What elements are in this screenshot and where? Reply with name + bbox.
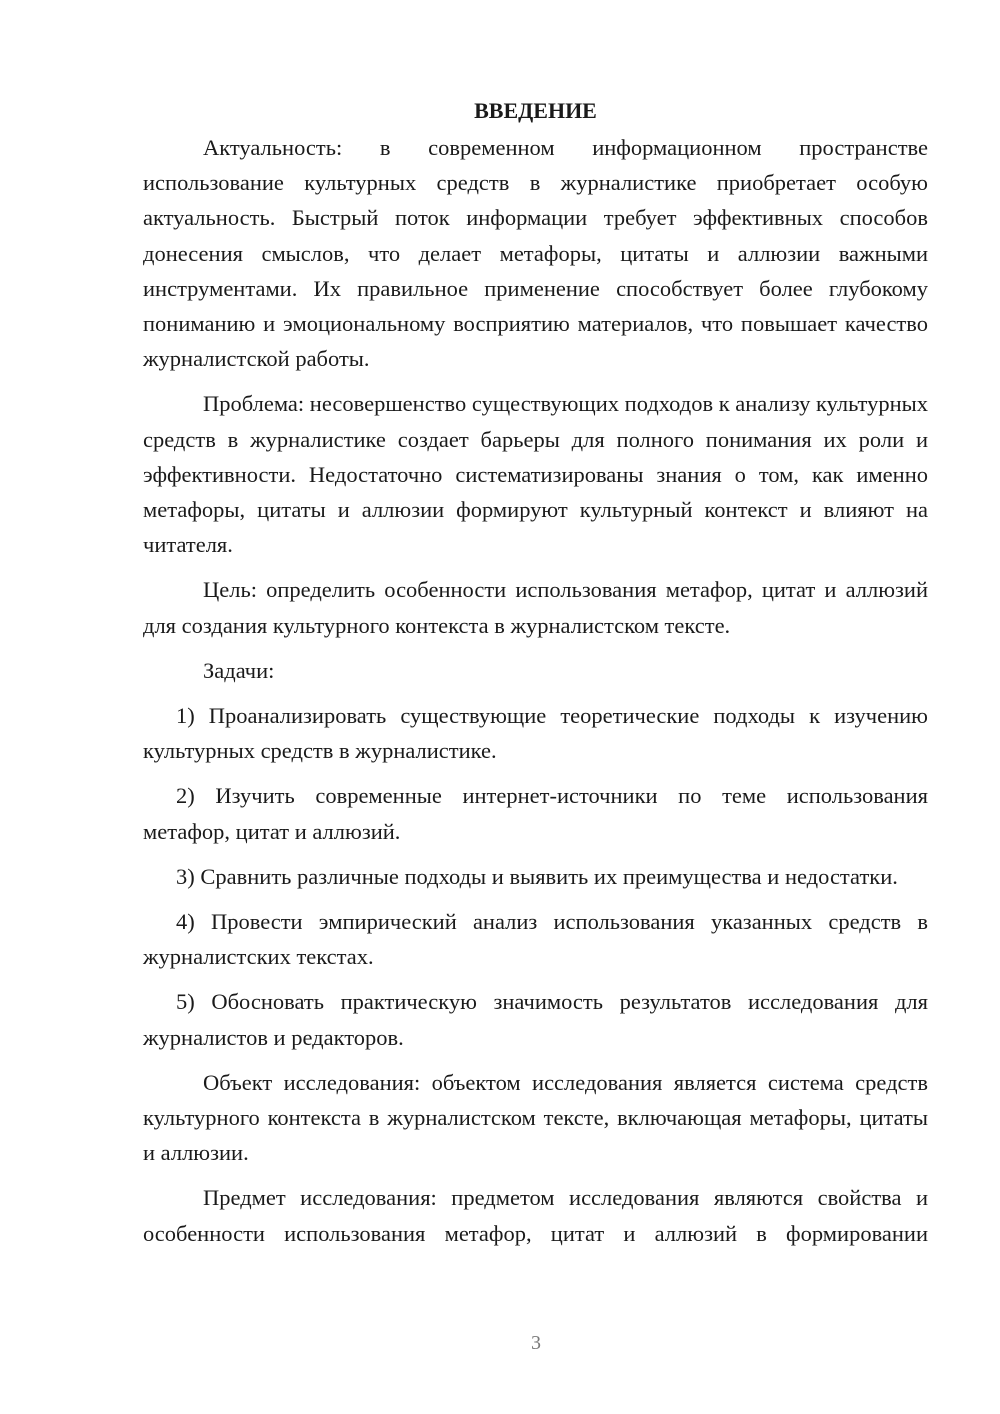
task-item-5: 5) Обосновать практическую значимость результатов исследования для журналистов и редакторов. — [143, 989, 928, 1050]
task-item-2: 2) Изучить современные интернет-источники по теме использования метафор, цитат и аллюзий. — [143, 783, 928, 844]
object-paragraph: Объект исследования: объектом исследования является система средств культурного контекста в журналистском тексте, включающая метафоры, цитаты и аллюзии. — [143, 1069, 928, 1166]
page-number: 3 — [531, 1332, 541, 1354]
task-item-4: 4) Провести эмпирический анализ использования указанных средств в журналистских текстах. — [143, 909, 928, 970]
problem-paragraph: Проблема: несовершенство существующих подходов к анализу культурных средств в журналистике создает барьеры для полного понимания их роли и эффективности. Недостаточно систематизированы знания о том, как именно метафоры, цитаты и аллюзии формируют культурный контекст и влияют на читателя. — [143, 391, 928, 558]
goal-paragraph: Цель: определить особенности использования метафор, цитат и аллюзий для создания культурного контекста в журналистском тексте. — [143, 577, 928, 638]
subject-paragraph: Предмет исследования: предметом исследования являются свойства и особенности использования метафор, цитат и аллюзий в формировании — [143, 1185, 928, 1246]
task-item-1: 1) Проанализировать существующие теоретические подходы к изучению культурных средств в журналистике. — [143, 703, 928, 764]
tasks-label: Задачи: — [203, 657, 275, 683]
section-heading: ВВЕДЕНИЕ — [474, 98, 597, 123]
relevance-paragraph: Актуальность: в современном информационном пространстве использование культурных средств в журналистике приобретает особую актуальность. Быстрый поток информации требует эффективных способов донесения смыслов, что делает метафоры, цитаты и аллюзии важными инструментами. Их правильное применение способствует более глубокому пониманию и эмоциональному восприятию материалов, что повышает качество журналистской работы. — [143, 135, 928, 372]
page-content — [143, 92, 928, 1261]
task-item-3: 3) Сравнить различные подходы и выявить их преимущества и недостатки. — [176, 863, 898, 889]
